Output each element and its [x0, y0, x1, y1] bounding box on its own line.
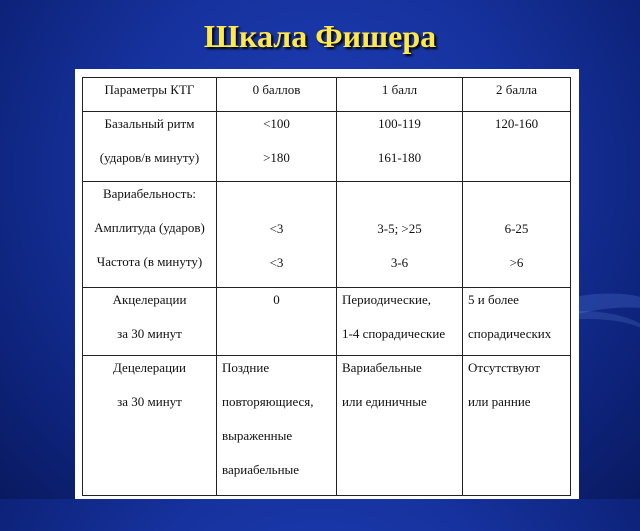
basal-2-cell: 120-160: [463, 112, 571, 182]
accel-1-cell: Периодические, 1-4 спорадические: [337, 288, 463, 356]
variability-0-cell: <3 <3: [217, 182, 337, 288]
header-2-points: 2 балла: [463, 78, 571, 112]
decel-1-cell: Вариабельные или единичные: [337, 356, 463, 496]
header-1-point: 1 балл: [337, 78, 463, 112]
basal-1-cell: 100-119 161-180: [337, 112, 463, 182]
table-row-variability: [83, 182, 571, 288]
slide-title: Шкала Фишера: [203, 18, 437, 54]
variability-label-cell: Вариабельность: Амплитуда (ударов) Частота (в минуту): [83, 182, 217, 288]
table-row-decelerations: [83, 356, 571, 496]
decel-label-cell: Децелерации за 30 минут: [83, 356, 217, 496]
table-header-row: [83, 78, 571, 112]
basal-label-cell: [83, 112, 217, 182]
basal-0-cell: <100 >180: [217, 112, 337, 182]
decel-2-cell: Отсутствуют или ранние: [463, 356, 571, 496]
header-0-points: 0 баллов: [217, 78, 337, 112]
header-parameters: Параметры КТГ: [83, 78, 217, 112]
variability-2-cell: 6-25 >6: [463, 182, 571, 288]
accel-label-cell: Акцелерации за 30 минут: [83, 288, 217, 356]
basal-label: Базальный ритм: [104, 116, 195, 131]
variability-1-cell: 3-5; >25 3-6: [337, 182, 463, 288]
scanned-table-image: [75, 69, 579, 499]
table-row-accelerations: [83, 288, 571, 356]
decel-0-cell: Поздние повторяющиеся, выраженные вариабельные: [217, 356, 337, 496]
basal-units: (ударов/в минуту): [99, 150, 200, 165]
accel-0-cell: 0: [217, 288, 337, 356]
fisher-scale-table: [82, 77, 571, 496]
table-row-basal-rhythm: [83, 112, 571, 182]
accel-2-cell: 5 и более спорадических: [463, 288, 571, 356]
